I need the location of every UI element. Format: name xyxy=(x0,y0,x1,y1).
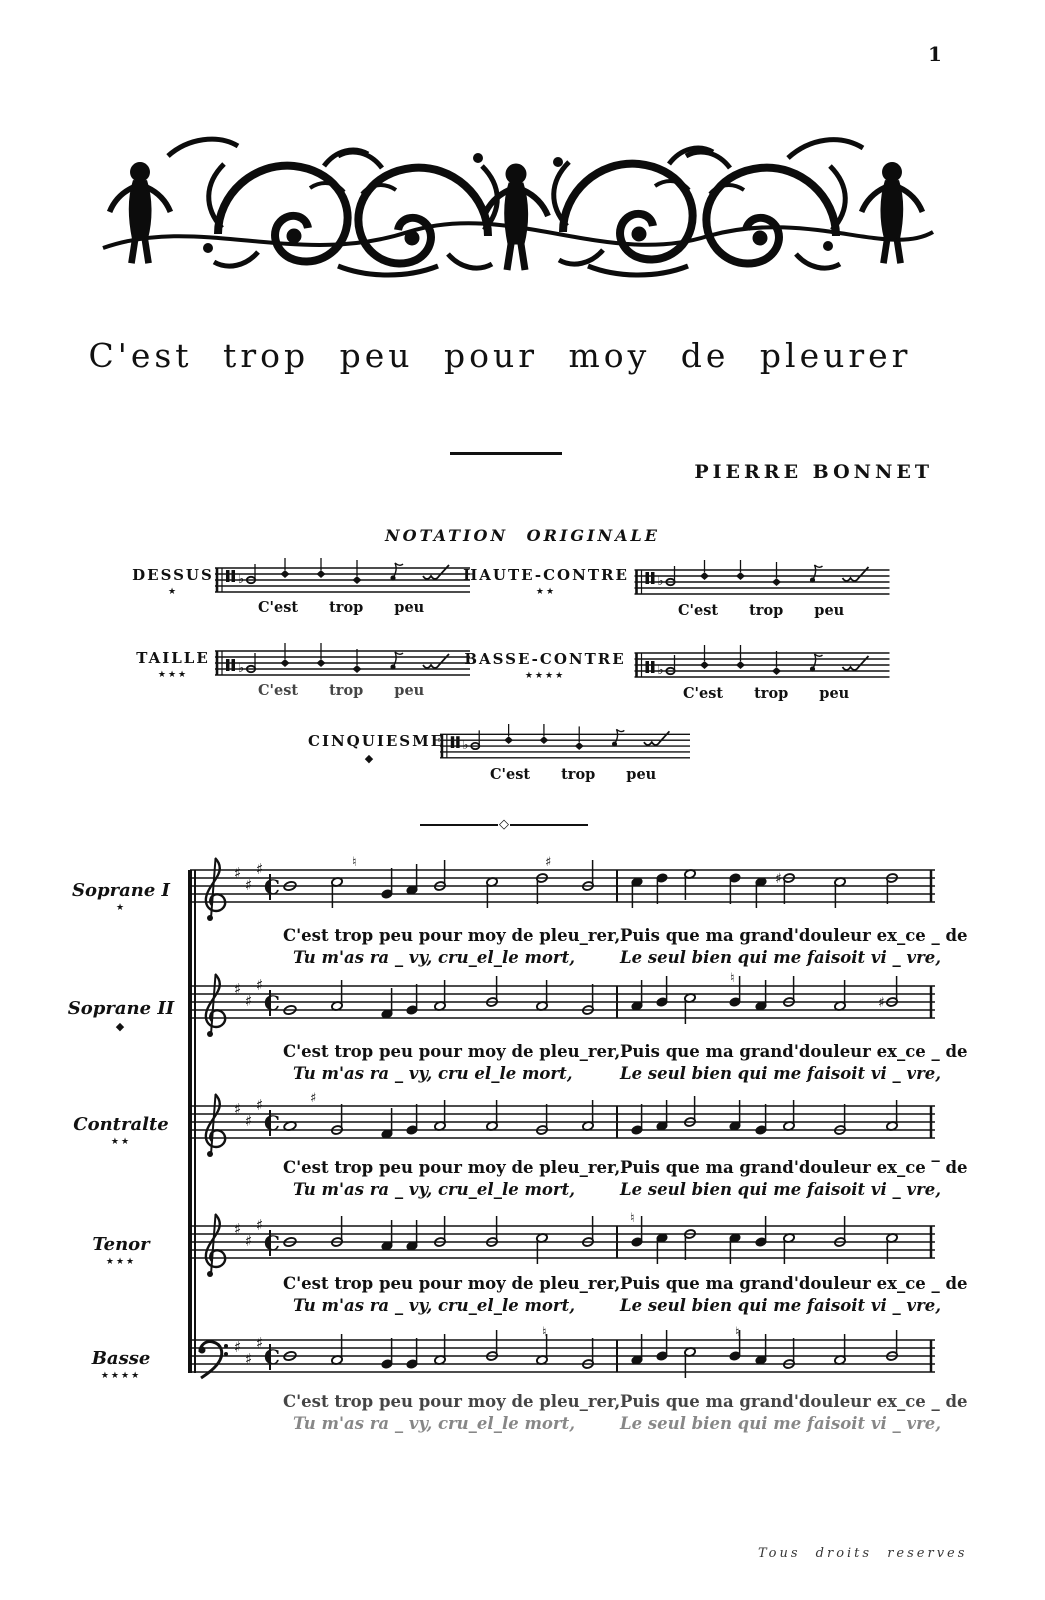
incipit-lyric-dessus: C'est trop peu xyxy=(258,599,425,616)
lyric-text: C'est trop peu pour moy de pleu_rer, xyxy=(283,1274,621,1293)
lyrics-tenor-line1 xyxy=(190,1274,968,1296)
lyric-text: Le seul bien qui me faisoit vi _ vre, xyxy=(620,948,942,967)
incipit-lyric-cinquiesme: C'est trop peu xyxy=(490,766,657,783)
staff-basse-contre xyxy=(633,643,891,689)
svg-text:♯: ♯ xyxy=(256,976,264,994)
divider-line-right xyxy=(510,824,588,827)
staff-haute-contre xyxy=(633,560,891,606)
svg-text:♯: ♯ xyxy=(234,864,242,882)
voice-label-soprane2: Soprane II xyxy=(67,998,175,1019)
svg-text:C: C xyxy=(264,1345,280,1369)
page-title: C'est trop peu pour moy de pleurer xyxy=(88,336,912,375)
lyric-text: C'est trop peu pour moy de pleu_rer, xyxy=(283,1042,621,1061)
rights-notice: Tous droits reserves xyxy=(758,1546,968,1561)
svg-text:♯: ♯ xyxy=(878,995,885,1011)
svg-text:♮: ♮ xyxy=(630,1212,635,1226)
svg-text:♯: ♯ xyxy=(234,1220,242,1238)
staff-dessus xyxy=(215,558,470,604)
section-heading: NOTATION ORIGINALE xyxy=(384,526,660,545)
svg-text:♯: ♯ xyxy=(245,992,253,1010)
svg-text:♯: ♯ xyxy=(245,1112,253,1130)
svg-text:♮: ♮ xyxy=(735,1326,740,1340)
staff-contralte xyxy=(190,1092,935,1164)
svg-text:C: C xyxy=(264,875,280,899)
incipit-marker-haute-contre: ★★ xyxy=(535,587,557,597)
lyric-text: Le seul bien qui me faisoit vi _ vre, xyxy=(620,1064,942,1083)
diamond-divider xyxy=(420,817,588,832)
svg-text:♯: ♯ xyxy=(256,860,264,878)
lyric-text: Tu m'as ra _ vy, cru_el_le mort, xyxy=(293,1296,575,1315)
svg-text:♮: ♮ xyxy=(730,972,735,986)
svg-text:♯: ♯ xyxy=(245,876,253,894)
voice-label-basse: Basse xyxy=(91,1348,151,1369)
lyric-text: Le seul bien qui me faisoit vi _ vre, xyxy=(620,1180,942,1199)
lyric-text: C'est trop peu pour moy de pleu_rer, xyxy=(283,926,621,945)
svg-text:♯: ♯ xyxy=(775,871,782,887)
svg-text:♭: ♭ xyxy=(657,663,664,678)
lyric-text: Puis que ma grand'douleur ex_ce _ de xyxy=(620,1042,968,1061)
incipit-lyric-haute-contre: C'est trop peu xyxy=(678,602,845,619)
lyric-text: Puis que ma grand'douleur ex_ce _ de xyxy=(620,926,968,945)
svg-text:C: C xyxy=(264,991,280,1015)
lyric-text: Tu m'as ra _ vy, cru_el_le mort, xyxy=(293,948,575,967)
incipit-lyric-basse-contre: C'est trop peu xyxy=(683,685,850,702)
voice-marker-soprane2: ◆ xyxy=(115,1020,127,1033)
svg-text:♮: ♮ xyxy=(352,856,357,870)
lyric-text: Tu m'as ra _ vy, cru_el_le mort, xyxy=(293,1180,575,1199)
lyrics-basse-line2 xyxy=(190,1414,940,1436)
lyrics-soprane2-line1 xyxy=(190,1042,968,1064)
lyric-text: Puis que ma grand'douleur ex_ce _ de xyxy=(620,1274,968,1293)
voice-marker-contralte: ★★ xyxy=(110,1137,132,1147)
svg-text:♯: ♯ xyxy=(234,1100,242,1118)
lyric-text: Tu m'as ra _ vy, cru el_le mort, xyxy=(293,1064,573,1083)
incipit-label-taille: TAILLE xyxy=(136,649,210,667)
lyrics-basse-line1 xyxy=(190,1392,968,1414)
lyric-text: Puis que ma grand'douleur ex_ce _ de xyxy=(620,1392,968,1411)
staff-soprane1 xyxy=(190,856,935,928)
svg-text:♯: ♯ xyxy=(256,1334,264,1352)
incipit-label-dessus: DESSUS xyxy=(132,566,214,584)
voice-label-tenor: Tenor xyxy=(92,1234,150,1255)
lyrics-contralte-line1 xyxy=(190,1158,968,1180)
lyric-text: Puis que ma grand'douleur ex_ce ‾ de xyxy=(620,1158,968,1177)
svg-text:♯: ♯ xyxy=(234,1338,242,1356)
staff-cinquiesme xyxy=(440,724,690,770)
page-number: 1 xyxy=(928,42,942,66)
composer-name: PIERRE BONNET xyxy=(694,461,933,483)
svg-text:♯: ♯ xyxy=(256,1216,264,1234)
svg-text:♭: ♭ xyxy=(238,572,245,587)
voice-marker-tenor: ★★★ xyxy=(105,1257,137,1267)
svg-text:♭: ♭ xyxy=(462,737,469,753)
svg-text:♮: ♮ xyxy=(542,1326,547,1340)
svg-text:C: C xyxy=(264,1231,280,1255)
lyric-text: C'est trop peu pour moy de pleu_rer, xyxy=(283,1392,621,1411)
incipit-lyric-taille: C'est trop peu xyxy=(258,682,425,699)
svg-text:C: C xyxy=(264,1111,280,1135)
lyrics-soprane1-line1 xyxy=(190,926,968,948)
lyric-text: Tu m'as ra _ vy, cru_el_le mort, xyxy=(293,1414,575,1433)
incipit-label-cinquiesme: CINQUIESME xyxy=(308,732,445,750)
ornament-banner xyxy=(88,128,943,286)
incipit-label-basse-contre: BASSE-CONTRE xyxy=(464,650,626,668)
lyric-text: Le seul bien qui me faisoit vi _ vre, xyxy=(620,1296,942,1315)
incipit-marker-dessus: ★ xyxy=(167,587,179,597)
lyrics-soprane1-line2 xyxy=(190,948,940,970)
svg-text:♯: ♯ xyxy=(245,1232,253,1250)
title-rule xyxy=(450,452,562,455)
divider-line-left xyxy=(420,824,498,827)
lyrics-tenor-line2 xyxy=(190,1296,940,1318)
voice-label-soprane1: Soprane I xyxy=(72,880,170,901)
staff-basse xyxy=(190,1326,935,1398)
lyric-text: C'est trop peu pour moy de pleu_rer, xyxy=(283,1158,621,1177)
svg-text:♭: ♭ xyxy=(657,574,664,589)
svg-text:♯: ♯ xyxy=(234,980,242,998)
incipit-marker-basse-contre: ★★★★ xyxy=(524,671,566,681)
incipit-marker-taille: ★★★ xyxy=(157,670,189,680)
svg-text:♭: ♭ xyxy=(238,661,245,676)
diamond-icon: ◇ xyxy=(499,817,509,832)
incipit-label-haute-contre: HAUTE-CONTRE xyxy=(463,566,629,584)
incipit-marker-cinquiesme: ◆ xyxy=(364,752,376,765)
lyrics-contralte-line2 xyxy=(190,1180,940,1202)
staff-taille xyxy=(215,641,470,687)
svg-text:♯: ♯ xyxy=(310,1092,317,1106)
svg-text:♯: ♯ xyxy=(256,1096,264,1114)
staff-soprane2 xyxy=(190,972,935,1044)
svg-text:♯: ♯ xyxy=(245,1350,253,1368)
lyrics-soprane2-line2 xyxy=(190,1064,940,1086)
voice-marker-basse: ★★★★ xyxy=(100,1371,142,1381)
svg-text:♯: ♯ xyxy=(545,856,552,870)
voice-label-contralte: Contralte xyxy=(73,1114,169,1135)
lyric-text: Le seul bien qui me faisoit vi _ vre, xyxy=(620,1414,942,1433)
voice-marker-soprane1: ★ xyxy=(115,903,127,913)
